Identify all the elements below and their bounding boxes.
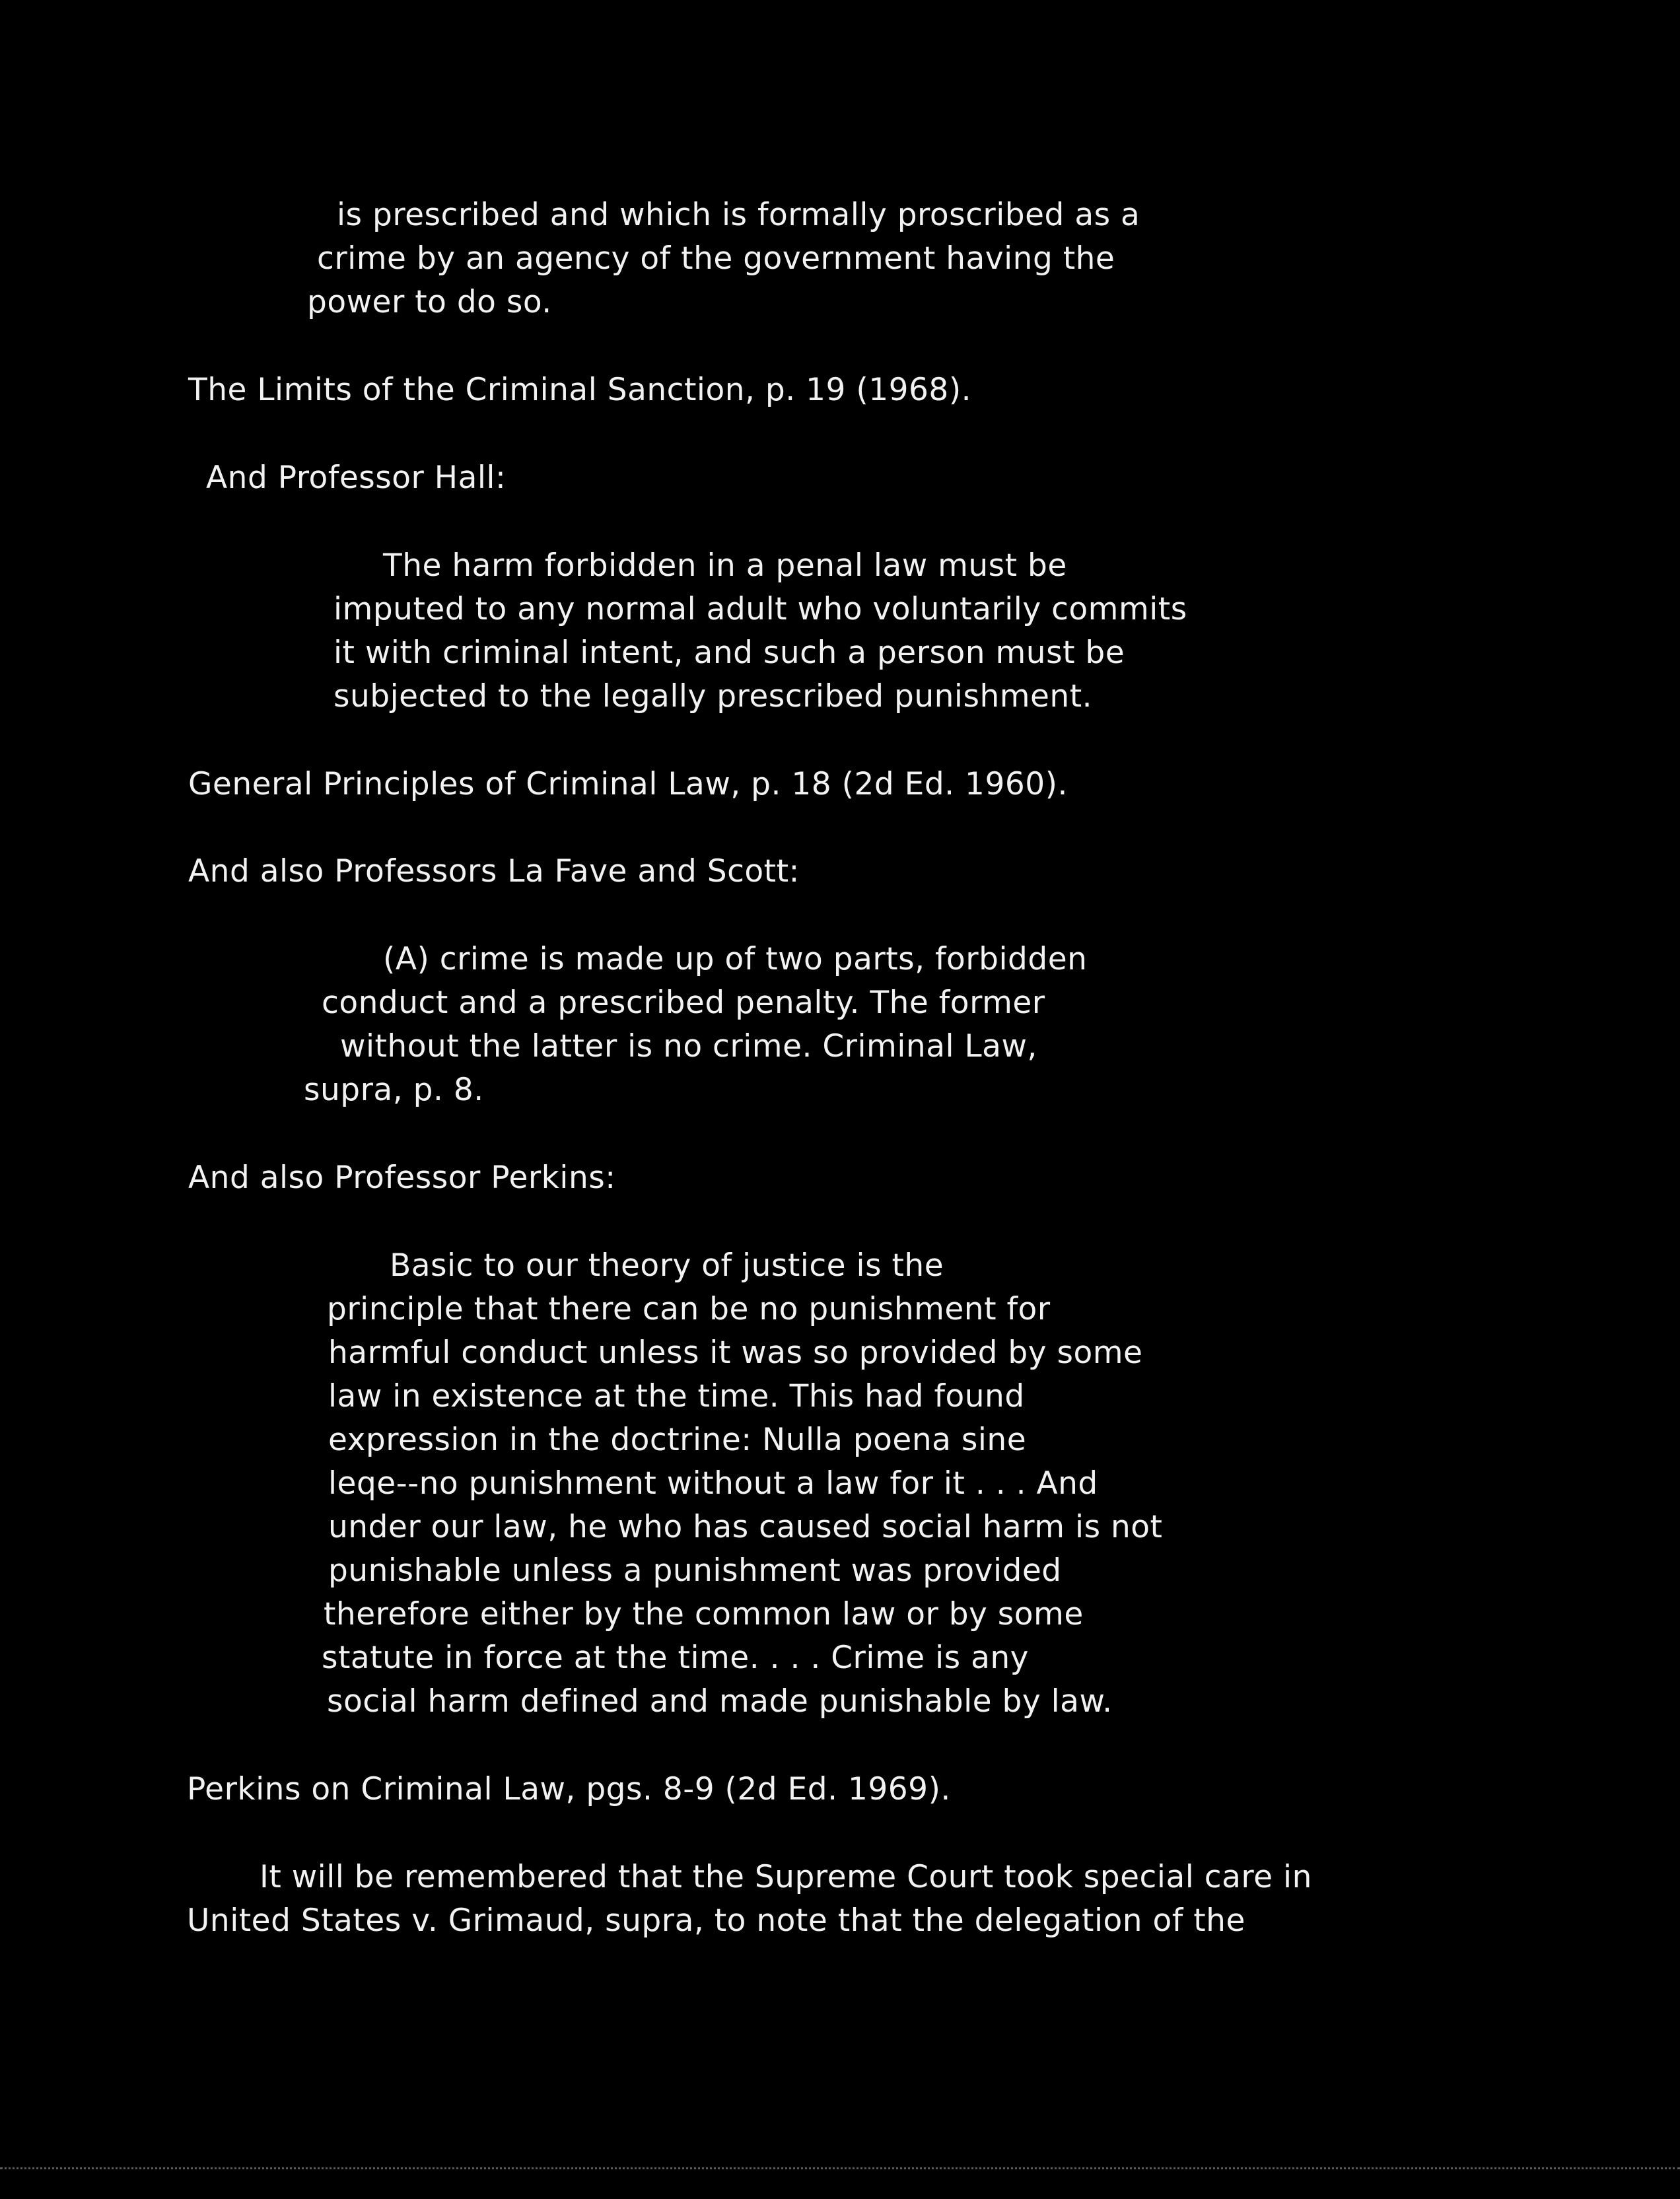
citation: The Limits of the Criminal Sanction, p. 19 (1968).	[188, 372, 972, 408]
text-line: principle that there can be no punishment for	[327, 1291, 1051, 1327]
citation: Perkins on Criminal Law, pgs. 8-9 (2d Ed. 1969).	[187, 1771, 951, 1807]
text-line: supra, p. 8.	[304, 1072, 484, 1108]
text-line: conduct and a prescribed penalty. The former	[322, 985, 1045, 1021]
text-line: leqe--no punishment without a law for it . . . And	[328, 1465, 1098, 1502]
text-line: is prescribed and which is formally proscribed as a	[337, 197, 1140, 233]
text-line: United States v. Grimaud, supra, to note that the delegation of the	[187, 1902, 1245, 1939]
text-line: (A) crime is made up of two parts, forbidden	[383, 941, 1088, 977]
text-line: The harm forbidden in a penal law must be	[383, 547, 1067, 584]
text-line: without the latter is no crime. Criminal Law,	[340, 1028, 1037, 1065]
citation: General Principles of Criminal Law, p. 18 (2d Ed. 1960).	[188, 766, 1068, 802]
scan-edge-rule	[0, 2167, 1680, 2169]
paragraph: And Professor Hall:	[206, 460, 507, 496]
text-line: it with criminal intent, and such a person must be	[333, 635, 1125, 671]
text-line: statute in force at the time. . . . Crime is any	[322, 1640, 1029, 1676]
text-line: imputed to any normal adult who voluntarily commits	[333, 591, 1187, 627]
text-line: harmful conduct unless it was so provided by some	[328, 1335, 1143, 1371]
text-line: Basic to our theory of justice is the	[390, 1247, 944, 1284]
paragraph: And also Professors La Fave and Scott:	[188, 853, 800, 890]
text-line: power to do so.	[307, 284, 552, 320]
text-line: expression in the doctrine: Nulla poena sine	[328, 1422, 1027, 1458]
text-line: therefore either by the common law or by some	[324, 1596, 1084, 1632]
text-line: law in existence at the time. This had found	[328, 1378, 1025, 1414]
paragraph: And also Professor Perkins:	[188, 1160, 616, 1196]
text-line: under our law, he who has caused social harm is not	[328, 1509, 1163, 1545]
text-line: social harm defined and made punishable by law.	[327, 1683, 1113, 1720]
text-line: punishable unless a punishment was provided	[328, 1553, 1062, 1589]
text-line: crime by an agency of the government having the	[317, 240, 1115, 277]
text-line: It will be remembered that the Supreme Court took special care in	[260, 1859, 1312, 1895]
text-line: subjected to the legally prescribed punishment.	[333, 678, 1093, 715]
